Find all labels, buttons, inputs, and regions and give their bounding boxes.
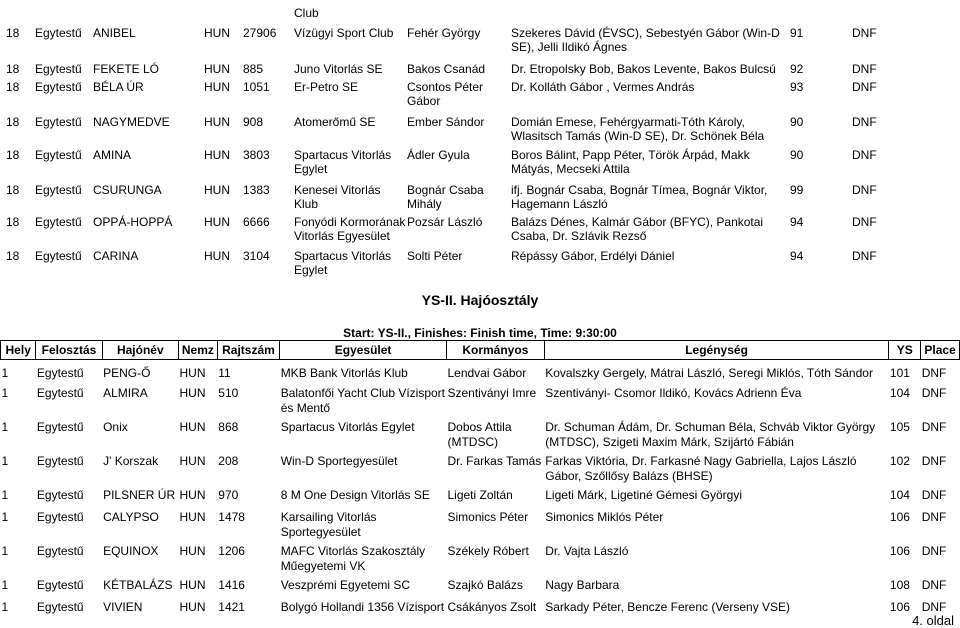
cell-kormanyos: Lendvai Gábor — [447, 366, 527, 380]
cell-legenyseg: Szentiványi- Csomor Ildikó, Kovács Adrienn Éva — [545, 385, 802, 400]
cell-rajtszam: 885 — [243, 62, 264, 76]
table-row — [1, 360, 960, 382]
cell-egyesulet: Kenesei Vitorlás Klub — [294, 183, 381, 211]
page-number: 4. oldal — [912, 613, 954, 628]
cell-ys: 104 — [889, 385, 910, 400]
cell-egyesulet: Vízügyi Sport Club — [294, 26, 394, 40]
cell-nemz: HUN — [179, 366, 206, 380]
header-hely: Hely — [1, 341, 36, 360]
cell-legenyseg: Dr. Vajta László — [545, 543, 629, 558]
cell-place: DNF — [921, 419, 947, 434]
header-felosztas: Felosztás — [36, 341, 102, 360]
cell-nemz: HUN — [179, 385, 206, 400]
cell-rajtszam: 970 — [218, 487, 239, 502]
cell-felosztas: Egytestű — [36, 577, 84, 592]
cell-hajonev: AMINA — [93, 148, 132, 162]
cell-felosztas: Egytestű — [36, 487, 84, 502]
cell-hajonev: Onix — [103, 419, 128, 434]
cell-kormanyos: Szentiványi Imre — [447, 385, 537, 400]
cell-felosztas: Egytestű — [35, 80, 82, 94]
cell-kormanyos: Dr. Farkas Tamás — [447, 453, 542, 468]
cell-legenyseg: Nagy Barbara — [545, 577, 620, 592]
cell-hajonev: BÉLA ÚR — [93, 80, 144, 94]
cell-egyesulet: MAFC Vitorlás Szakosztály Műegyetemi VK — [280, 543, 426, 573]
cell-legenyseg: Simonics Miklós Péter — [545, 509, 664, 524]
cell-legenyseg: Dr. Etropolsky Bob, Bakos Levente, Bakos Bulcsú — [511, 62, 776, 76]
header-hajonev: Hajónév — [102, 341, 178, 360]
cell-hajonev: KÉTBALÁZS — [103, 577, 173, 592]
cell-hely: 18 — [6, 183, 20, 197]
cell-place: DNF — [852, 80, 877, 94]
cell-ys: 102 — [889, 453, 910, 468]
cell-ys: 90 — [790, 148, 804, 162]
cell-place: DNF — [852, 115, 877, 129]
cell-hely: 1 — [1, 487, 9, 502]
cell-ys: 91 — [790, 26, 804, 40]
cell-hely: 18 — [6, 148, 20, 162]
cell-ys: 94 — [790, 249, 804, 263]
cell-hely: 1 — [1, 419, 9, 434]
cell-rajtszam: 11 — [218, 366, 231, 380]
cell-place: DNF — [921, 599, 947, 614]
cell-ys: 104 — [889, 487, 910, 502]
cell-egyesulet: Karsailing Vitorlás Sportegyesület — [280, 509, 377, 539]
section-title: YS-II. Hajóosztály — [421, 292, 539, 308]
second-results-table — [0, 340, 960, 618]
cell-nemz: HUN — [179, 543, 206, 558]
cell-rajtszam: 1478 — [218, 509, 245, 524]
cell-nemz: HUN — [204, 115, 230, 129]
cell-egyesulet: Spartacus Vitorlás Egylet — [294, 148, 392, 176]
cell-hely: 18 — [6, 249, 20, 263]
cell-ys: 108 — [889, 577, 910, 592]
cell-ys: 101 — [889, 366, 910, 380]
cell-kormanyos: Ember Sándor — [407, 115, 485, 129]
cell-rajtszam: 1051 — [243, 80, 270, 94]
club-fragment: Club — [294, 6, 319, 20]
cell-egyesulet: MKB Bank Vitorlás Klub — [280, 366, 408, 380]
cell-hely: 1 — [1, 543, 9, 558]
cell-ys: 90 — [790, 115, 804, 129]
cell-place: DNF — [921, 385, 947, 400]
table-row — [1, 574, 960, 596]
cell-place: DNF — [852, 148, 877, 162]
cell-egyesulet: Juno Vitorlás SE — [294, 62, 383, 76]
header-egyesulet: Egyesület — [280, 341, 447, 360]
cell-hajonev: CARINA — [93, 249, 139, 263]
cell-hajonev: OPPÁ-HOPPÁ — [93, 215, 173, 229]
cell-place: DNF — [921, 453, 947, 468]
table-row — [1, 506, 960, 540]
cell-hajonev: NAGYMEDVE — [93, 115, 170, 129]
cell-hajonev: CSURUNGA — [93, 183, 162, 197]
cell-ys: 106 — [889, 543, 910, 558]
cell-egyesulet: 8 M One Design Vitorlás SE — [280, 487, 430, 502]
cell-ys: 99 — [790, 183, 804, 197]
cell-ys: 105 — [889, 419, 910, 434]
cell-legenyseg: Domián Emese, Fehérgyarmati-Tóth Károly, Wlasitsch Tamás (Win-D SE), Dr. Schönek Béla — [511, 115, 765, 143]
table-row — [1, 450, 960, 484]
cell-legenyseg: Sarkady Péter, Bencze Ferenc (Verseny VSE) — [545, 599, 791, 614]
cell-nemz: HUN — [204, 26, 230, 40]
cell-felosztas: Egytestű — [36, 543, 84, 558]
cell-legenyseg: Szekeres Dávid (ÉVSC), Sebestyén Gábor (Win-D SE), Jelli Ildikó Ágnes — [511, 26, 780, 54]
cell-rajtszam: 1421 — [218, 599, 245, 614]
cell-nemz: HUN — [204, 80, 230, 94]
cell-nemz: HUN — [204, 215, 230, 229]
cell-kormanyos: Bognár Csaba Mihály — [407, 183, 484, 211]
cell-legenyseg: Farkas Viktória, Dr. Farkasné Nagy Gabriella, Lajos László Gábor, Szőllősy Balázs (BHSE) — [545, 453, 857, 483]
cell-felosztas: Egytestű — [35, 62, 82, 76]
cell-kormanyos: Dobos Attila (MTDSC) — [447, 419, 512, 449]
cell-felosztas: Egytestű — [35, 183, 82, 197]
cell-nemz: HUN — [204, 183, 230, 197]
cell-rajtszam: 208 — [218, 453, 239, 468]
cell-legenyseg: Dr. Schuman Ádám, Dr. Schuman Béla, Schváb Viktor György (MTDSC), Szigeti Maxim Márk, Szijártó Fábián — [545, 419, 876, 449]
cell-place: DNF — [921, 543, 947, 558]
cell-hely: 1 — [1, 599, 9, 614]
cell-place: DNF — [921, 509, 947, 524]
cell-place: DNF — [852, 183, 877, 197]
cell-egyesulet: Veszprémi Egyetemi SC — [280, 577, 411, 592]
cell-legenyseg: Kovalszky Gergely, Mátrai László, Seregi Miklós, Tóth Sándor — [545, 366, 873, 380]
cell-legenyseg: Balázs Dénes, Kalmár Gábor (BFYC), Pankotai Csaba, Dr. Szlávik Rezső — [511, 215, 764, 243]
cell-nemz: HUN — [204, 148, 230, 162]
cell-kormanyos: Szajkó Balázs — [447, 577, 523, 592]
cell-felosztas: Egytestű — [36, 509, 84, 524]
cell-egyesulet: Er-Petro SE — [294, 80, 359, 94]
cell-place: DNF — [921, 487, 947, 502]
cell-legenyseg: Répássy Gábor, Erdélyi Dániel — [511, 249, 675, 263]
cell-felosztas: Egytestű — [36, 366, 84, 380]
cell-hajonev: ALMIRA — [103, 385, 148, 400]
cell-legenyseg: Dr. Kolláth Gábor , Vermes András — [511, 80, 695, 94]
cell-ys: 93 — [790, 80, 804, 94]
cell-hely: 18 — [6, 80, 20, 94]
cell-nemz: HUN — [179, 419, 206, 434]
cell-rajtszam: 6666 — [243, 215, 270, 229]
cell-nemz: HUN — [179, 487, 206, 502]
cell-hely: 18 — [6, 115, 20, 129]
cell-felosztas: Egytestű — [35, 26, 82, 40]
cell-egyesulet: Spartacus Vitorlás Egylet — [294, 249, 392, 277]
cell-rajtszam: 908 — [243, 115, 264, 129]
cell-kormanyos: Székely Róbert — [447, 543, 529, 558]
cell-kormanyos: Solti Péter — [407, 249, 463, 263]
cell-egyesulet: Bolygó Hollandi 1356 Vízisport — [280, 599, 445, 614]
header-legenyseg: Legénység — [544, 341, 889, 360]
cell-place: DNF — [921, 366, 947, 380]
cell-rajtszam: 27906 — [243, 26, 277, 40]
cell-kormanyos: Ligeti Zoltán — [447, 487, 513, 502]
table-header-row — [1, 341, 960, 360]
cell-nemz: HUN — [179, 599, 206, 614]
cell-rajtszam: 3104 — [243, 249, 270, 263]
cell-rajtszam: 1383 — [243, 183, 270, 197]
cell-legenyseg: Boros Bálint, Papp Péter, Török Árpád, Makk Mátyás, Mecseki Attila — [511, 148, 750, 176]
cell-rajtszam: 1206 — [218, 543, 245, 558]
cell-legenyseg: Ligeti Márk, Ligetiné Gémesi Györgyi — [545, 487, 742, 502]
cell-place: DNF — [852, 215, 877, 229]
cell-nemz: HUN — [179, 453, 206, 468]
cell-felosztas: Egytestű — [36, 599, 84, 614]
header-nemz: Nemz — [178, 341, 217, 360]
table-row — [1, 484, 960, 506]
cell-legenyseg: ifj. Bognár Csaba, Bognár Tímea, Bognár Viktor, Hagemann László — [511, 183, 768, 211]
cell-place: DNF — [852, 249, 877, 263]
cell-kormanyos: Csontos Péter Gábor — [407, 80, 484, 108]
cell-ys: 106 — [889, 599, 910, 614]
cell-felosztas: Egytestű — [36, 419, 84, 434]
cell-hely: 1 — [1, 509, 9, 524]
cell-hajonev: VIVIEN — [103, 599, 143, 614]
cell-place: DNF — [852, 26, 877, 40]
start-line: Start: YS-II., Finishes: Finish time, Time: 9:30:00 — [343, 326, 617, 340]
table-row — [1, 596, 960, 618]
cell-rajtszam: 868 — [218, 419, 239, 434]
cell-nemz: HUN — [179, 509, 206, 524]
cell-hely: 1 — [1, 385, 9, 400]
table-row — [1, 540, 960, 574]
cell-kormanyos: Simonics Péter — [447, 509, 529, 524]
cell-nemz: HUN — [204, 62, 230, 76]
table-row — [1, 416, 960, 450]
cell-hajonev: EQUINOX — [103, 543, 159, 558]
cell-nemz: HUN — [204, 249, 230, 263]
header-place: Place — [921, 341, 960, 360]
cell-hajonev: ANIBEL — [93, 26, 136, 40]
cell-felosztas: Egytestű — [36, 453, 84, 468]
cell-hely: 18 — [6, 62, 20, 76]
cell-egyesulet: Win-D Sportegyesület — [280, 453, 398, 468]
cell-kormanyos: Bakos Csanád — [407, 62, 486, 76]
cell-ys: 92 — [790, 62, 804, 76]
header-rajtszam: Rajtszám — [217, 341, 279, 360]
table-row — [1, 382, 960, 416]
cell-place: DNF — [852, 62, 877, 76]
cell-nemz: HUN — [179, 577, 206, 592]
cell-rajtszam: 510 — [218, 385, 239, 400]
cell-hely: 1 — [1, 453, 9, 468]
cell-felosztas: Egytestű — [35, 115, 82, 129]
cell-rajtszam: 3803 — [243, 148, 270, 162]
cell-hely: 1 — [1, 366, 9, 380]
cell-egyesulet: Fonyódi Kormorának Vitorlás Egyesület — [294, 215, 406, 243]
cell-hely: 1 — [1, 577, 9, 592]
header-kormanyos: Kormányos — [446, 341, 544, 360]
cell-ys: 106 — [889, 509, 910, 524]
cell-felosztas: Egytestű — [35, 249, 82, 263]
cell-kormanyos: Pozsár László — [407, 215, 483, 229]
header-ys: YS — [889, 341, 921, 360]
cell-hely: 18 — [6, 215, 20, 229]
cell-egyesulet: Balatonfői Yacht Club Vízisport és Mentő — [280, 385, 446, 415]
cell-hajonev: PENG-Ő — [103, 366, 151, 380]
cell-felosztas: Egytestű — [35, 148, 82, 162]
cell-kormanyos: Ádler Gyula — [407, 148, 470, 162]
cell-ys: 94 — [790, 215, 804, 229]
cell-place: DNF — [921, 577, 947, 592]
cell-hely: 18 — [6, 26, 20, 40]
cell-hajonev: J' Korszak — [103, 453, 159, 468]
cell-hajonev: CALYPSO — [103, 509, 159, 524]
cell-hajonev: FEKETE LÓ — [93, 62, 160, 76]
cell-kormanyos: Csákányos Zsolt — [447, 599, 537, 614]
cell-egyesulet: Atomerőmű SE — [294, 115, 376, 129]
cell-rajtszam: 1416 — [218, 577, 245, 592]
cell-egyesulet: Spartacus Vitorlás Egylet — [280, 419, 415, 434]
cell-hajonev: PILSNER ÚR — [103, 487, 176, 502]
cell-kormanyos: Fehér György — [407, 26, 481, 40]
cell-felosztas: Egytestű — [35, 215, 82, 229]
cell-felosztas: Egytestű — [36, 385, 84, 400]
